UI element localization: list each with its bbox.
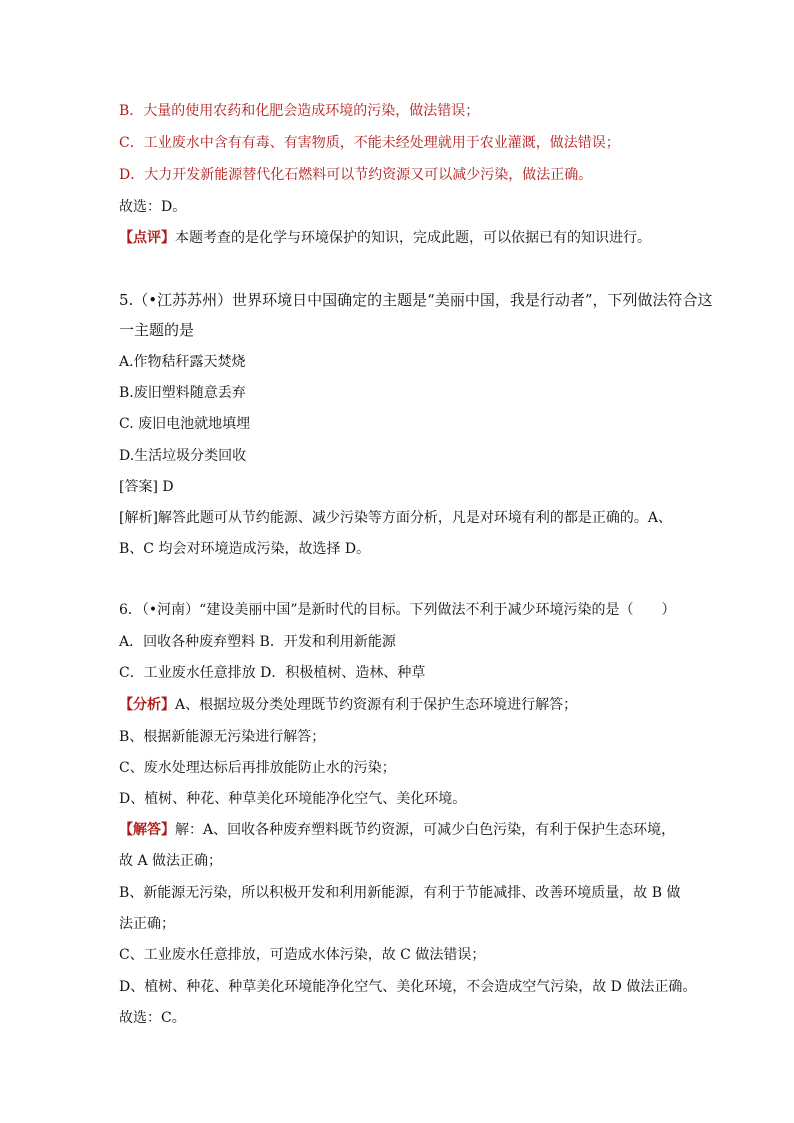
solution-a1-text: 解：A、回收各种废弃塑料既节约资源，可减少白色污染，有利于保护生态环境， [175, 822, 676, 838]
q5-option-d: D.生活垃圾分类回收 [119, 448, 247, 464]
q6-solution-a-line-1 [119, 820, 675, 840]
q6-analysis-d: D、植树、种花、种草美化环境能净化空气、美化环境。 [119, 791, 467, 807]
q5-option-a: A.作物秸秆露天焚烧 [119, 354, 246, 370]
comment-tag: 【点评】 [119, 230, 175, 246]
q6-stem: 6．（•河南）“建设美丽中国”是新时代的目标。下列做法不利于减少环境污染的是（ ） [119, 602, 676, 618]
q6-analysis-c: C、废水处理达标后再排放能防止水的污染； [119, 760, 396, 776]
analysis-a-text: A、根据垃圾分类处理既节约资源有利于保护生态环境进行解答； [175, 697, 578, 713]
q5-stem-line-2: 一主题的是 [119, 321, 195, 339]
q6-solution-a-line-2: 故 A 做法正确； [119, 853, 223, 869]
q6-solution-d: D、植树、种花、种草美化环境能净化空气、美化环境，不会造成空气污染，故 D 做法正确。 [119, 979, 697, 995]
q5-option-b: B.废旧塑料随意丢弃 [119, 385, 246, 401]
q6-choice: 故选：C。 [119, 1010, 186, 1026]
analysis-tag: 【分析】 [119, 697, 175, 713]
q6-solution-b-line-2: 法正确； [119, 916, 175, 932]
comment-text: 本题考查的是化学与环境保护的知识，完成此题，可以依据已有的知识进行。 [175, 230, 651, 246]
prev-solution-choice: 故选：D。 [119, 199, 187, 215]
q6-options-line-2: C．工业废水任意排放 D．积极植树、造林、种草 [119, 665, 426, 681]
q5-answer: [答案] D [119, 479, 174, 495]
prev-solution-line-c: C．工业废水中含有有毒、有害物质，不能未经处理就用于农业灌溉，做法错误； [119, 135, 620, 151]
q6-solution-b-line-1: B、新能源无污染，所以积极开发和利用新能源，有利于节能减排、改善环境质量，故 B 做 [119, 885, 681, 901]
q5-option-c: C. 废旧电池就地填埋 [119, 416, 251, 432]
q6-solution-c: C、工业废水任意排放，可造成水体污染，故 C 做法错误； [119, 947, 486, 963]
q5-analysis-line-2: B、C 均会对环境造成污染，故选择 D。 [119, 541, 371, 557]
q6-options-line-1: A．回收各种废弃塑料 B．开发和利用新能源 [119, 634, 396, 650]
q6-analysis-a [119, 695, 577, 715]
solution-tag: 【解答】 [119, 822, 175, 838]
q6-analysis-b: B、根据新能源无污染进行解答； [119, 729, 326, 745]
q5-stem-line-1: 5.（•江苏苏州）世界环境日中国确定的主题是“美丽中国，我是行动者”，下列做法符合这 [119, 291, 713, 309]
prev-solution-line-d: D．大力开发新能源替代化石燃料可以节约资源又可以减少污染，做法正确。 [119, 167, 593, 183]
q5-analysis-line-1: [解析]解答此题可从节约能源、减少污染等方面分析，凡是对环境有利的都是正确的。A、 [119, 510, 673, 526]
prev-solution-line-b: B．大量的使用农药和化肥会造成环境的污染，做法错误； [119, 103, 480, 119]
prev-comment [119, 228, 651, 248]
